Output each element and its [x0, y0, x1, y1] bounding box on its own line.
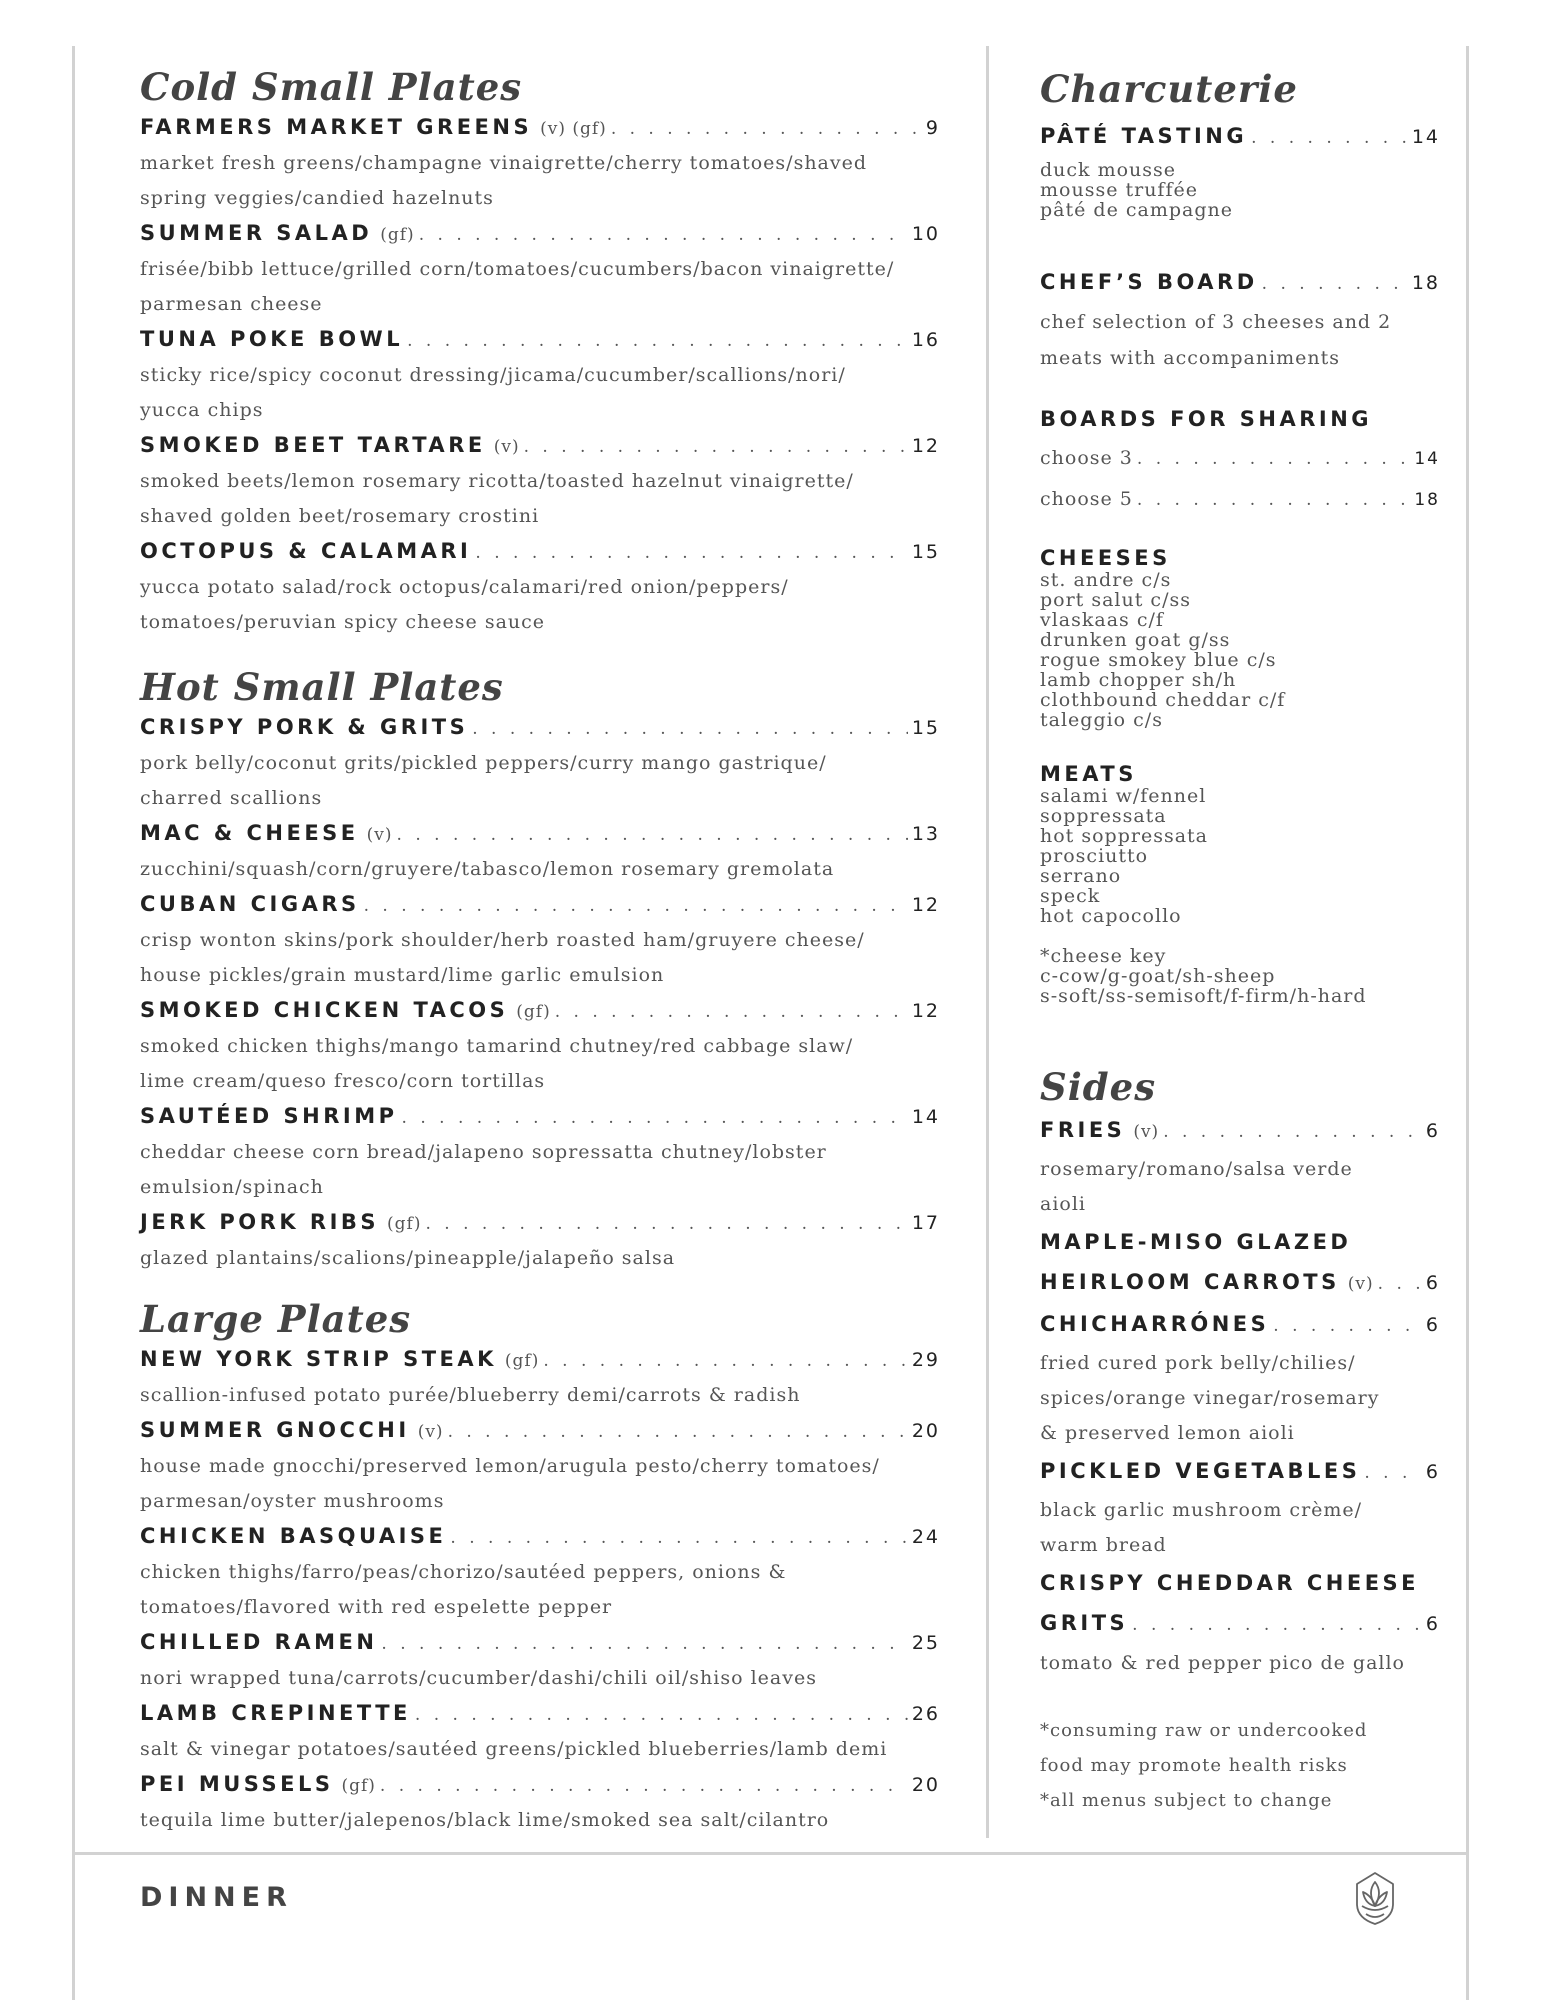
item-tag: (v)	[366, 825, 393, 845]
board-option	[1040, 438, 1440, 479]
item-name: CHILLED RAMEN	[140, 1630, 378, 1654]
dot-leader	[381, 1627, 907, 1661]
list-item: vlaskaas c/f	[1040, 609, 1164, 631]
item-price: 20	[911, 1420, 940, 1442]
list-item: speck	[1040, 885, 1101, 907]
item-price: 14	[1411, 126, 1440, 148]
menu-item-line	[140, 710, 940, 746]
item-description: sticky rice/spicy coconut dressing/jicama/cucumber/scallions/nori/	[140, 364, 846, 386]
item-description: smoked chicken thighs/mango tamarind chutney/red cabbage slaw/	[140, 1035, 854, 1057]
left-border	[72, 46, 75, 2000]
desc-line: black garlic mushroom crème/	[1040, 1499, 1363, 1521]
item-price: 14	[911, 1106, 940, 1128]
desc-line: warm bread	[1040, 1534, 1167, 1556]
item-tag: (gf)	[516, 1002, 551, 1022]
menu-item-line	[140, 534, 940, 570]
pickled-desc	[1040, 1493, 1440, 1563]
item-price: 17	[911, 1212, 940, 1234]
item-description: pork belly/coconut grits/pickled peppers/curry mango gastrique/	[140, 752, 827, 774]
note-line: *all menus subject to change	[1040, 1790, 1333, 1811]
item-price: 18	[1411, 272, 1440, 294]
item-name: SUMMER GNOCCHI	[140, 1418, 410, 1442]
dot-leader	[448, 1415, 908, 1449]
menu-item-line	[140, 110, 940, 146]
item-price: 6	[1425, 1461, 1440, 1483]
list-item: salami w/fennel	[1040, 785, 1207, 807]
menu-item-line	[140, 1625, 940, 1661]
item-name: CHICHARRÓNES	[1040, 1312, 1270, 1336]
item-description: house pickles/grain mustard/lime garlic emulsion	[140, 964, 665, 986]
item-description: crisp wonton skins/pork shoulder/herb roasted ham/gruyere cheese/	[140, 929, 865, 951]
list-item: rogue smokey blue c/s	[1040, 649, 1277, 671]
menu-item-line	[140, 993, 940, 1029]
item-name: FRIES	[1040, 1118, 1126, 1142]
item-description: salt & vinegar potatoes/sautéed greens/pickled blueberries/lamb demi	[140, 1738, 888, 1760]
dot-leader	[1137, 480, 1410, 520]
list-item: pâté de campagne	[1040, 199, 1233, 221]
item-tag: (gf)	[504, 1351, 540, 1371]
menu-item-line	[140, 1413, 940, 1449]
menu-item-line	[140, 216, 940, 252]
item-tag: (v)	[493, 437, 520, 457]
item-description: tomatoes/flavored with red espelette pepper	[140, 1596, 613, 1618]
list-item: serrano	[1040, 865, 1122, 887]
item-name: SMOKED BEET TARTARE	[140, 433, 486, 457]
item-price: 6	[1425, 1613, 1440, 1635]
menu-item-line	[140, 887, 940, 923]
large-items	[140, 1342, 940, 1838]
dot-leader	[419, 218, 908, 252]
dot-leader	[543, 1344, 907, 1378]
section-title-cold: Cold Small Plates	[140, 65, 523, 109]
item-name: FARMERS MARKET GREENS	[140, 115, 533, 139]
item-price: 12	[911, 435, 940, 457]
item-tag: (v) (gf)	[540, 119, 607, 139]
item-price: 15	[911, 717, 940, 739]
item-tag: (gf)	[341, 1776, 376, 1796]
pate-list	[1040, 160, 1440, 220]
grits-desc	[1040, 1645, 1440, 1681]
item-name: OCTOPUS & CALAMARI	[140, 539, 472, 563]
item-price: 24	[911, 1526, 940, 1548]
list-item: duck mousse	[1040, 159, 1177, 181]
right-column	[1040, 62, 1440, 1818]
dot-leader	[1163, 1112, 1422, 1152]
dot-leader	[1378, 1264, 1422, 1304]
item-price: 12	[911, 1000, 940, 1022]
item-price: 10	[911, 223, 940, 245]
item-description: chicken thighs/farro/peas/chorizo/sautéed peppers, onions &	[140, 1561, 787, 1583]
item-price: 20	[911, 1774, 940, 1796]
desc-line: chef selection of 3 cheeses and 2	[1040, 311, 1392, 333]
list-item: mousse truffée	[1040, 179, 1198, 201]
item-price: 15	[911, 541, 940, 563]
menu-item-line	[140, 1342, 940, 1378]
desc-line: fried cured pork belly/chilies/	[1040, 1352, 1356, 1374]
key-line: *cheese key	[1040, 945, 1167, 967]
dot-leader	[1364, 1453, 1422, 1493]
fries-line	[1040, 1110, 1440, 1152]
cheeses-heading: CHEESES	[1040, 546, 1171, 570]
item-price: 29	[911, 1349, 940, 1371]
dot-leader	[555, 995, 908, 1029]
dot-leader	[1137, 439, 1410, 479]
note-line: *consuming raw or undercooked	[1040, 1720, 1368, 1741]
item-name: CRISPY PORK & GRITS	[140, 715, 469, 739]
item-name: PÂTÉ TASTING	[1040, 124, 1248, 148]
item-description: smoked beets/lemon rosemary ricotta/toasted hazelnut vinaigrette/	[140, 470, 854, 492]
fries-desc	[1040, 1152, 1440, 1222]
menu-item-line	[140, 1519, 940, 1555]
right-border	[1466, 46, 1469, 2000]
item-description: charred scallions	[140, 787, 323, 809]
item-price: 26	[911, 1703, 940, 1725]
menu-item-line	[140, 322, 940, 358]
item-name: LAMB CREPINETTE	[140, 1701, 411, 1725]
item-description: frisée/bibb lettuce/grilled corn/tomatoes/cucumbers/bacon vinaigrette/	[140, 258, 895, 280]
menu-item-line	[140, 428, 940, 464]
dot-leader	[611, 112, 922, 146]
desc-line: spices/orange vinegar/rosemary	[1040, 1387, 1380, 1409]
desc-line: rosemary/romano/salsa verde	[1040, 1158, 1353, 1180]
dot-leader	[472, 712, 908, 746]
item-price: 13	[911, 823, 940, 845]
dot-leader	[415, 1698, 908, 1732]
section-title-large: Large Plates	[140, 1297, 412, 1341]
chefs-board-line	[1040, 262, 1440, 304]
dot-leader	[450, 1521, 907, 1555]
item-price: 6	[1425, 1314, 1440, 1336]
section-title-hot: Hot Small Plates	[140, 665, 504, 709]
meats-heading: MEATS	[1040, 762, 1137, 786]
pickled-line	[1040, 1451, 1440, 1493]
item-name: MAPLE-MISO GLAZED	[1040, 1230, 1352, 1254]
list-item: hot soppressata	[1040, 825, 1208, 847]
list-item: st. andre c/s	[1040, 569, 1172, 591]
dot-leader	[1273, 1306, 1422, 1346]
item-name: SUMMER SALAD	[140, 221, 373, 245]
dot-leader	[475, 536, 907, 570]
lotus-crest-icon	[1350, 1870, 1400, 1926]
key-line: c-cow/g-goat/sh-sheep	[1040, 965, 1276, 987]
item-price: 16	[911, 329, 940, 351]
chicharrones-line	[1040, 1304, 1440, 1346]
grits-line-1	[1040, 1563, 1440, 1603]
item-description: nori wrapped tuna/carrots/cucumber/dashi/chili oil/shiso leaves	[140, 1667, 817, 1689]
menu-item-line	[140, 1767, 940, 1803]
item-description: shaved golden beet/rosemary crostini	[140, 505, 540, 527]
item-description: emulsion/spinach	[140, 1176, 324, 1198]
menu-item-line	[140, 1205, 940, 1241]
hot-items	[140, 710, 940, 1276]
item-description: tequila lime butter/jalepenos/black lime/smoked sea salt/cilantro	[140, 1809, 830, 1831]
item-description: parmesan cheese	[140, 293, 323, 315]
carrots-line-1	[1040, 1222, 1440, 1262]
list-item: drunken goat g/ss	[1040, 629, 1231, 651]
list-item: clothbound cheddar c/f	[1040, 689, 1286, 711]
grits-line-2	[1040, 1603, 1440, 1645]
desc-line: & preserved lemon aioli	[1040, 1422, 1295, 1444]
item-description: yucca chips	[140, 399, 264, 421]
section-title-charcuterie: Charcuterie	[1040, 67, 1298, 111]
desc-line: tomato & red pepper pico de gallo	[1040, 1652, 1405, 1674]
cheese-key	[1040, 946, 1440, 1006]
item-description: scallion-infused potato purée/blueberry demi/carrots & radish	[140, 1384, 801, 1406]
list-item: port salut c/ss	[1040, 589, 1191, 611]
option-label: choose 5	[1040, 488, 1133, 510]
dot-leader	[402, 1101, 908, 1135]
menu-item-line	[140, 1696, 940, 1732]
footer-rule	[72, 1852, 1469, 1855]
item-name: SAUTÉED SHRIMP	[140, 1104, 398, 1128]
dot-leader	[1251, 118, 1408, 158]
column-divider	[986, 46, 989, 1838]
item-name: CHEF’S BOARD	[1040, 270, 1258, 294]
item-price: 12	[911, 894, 940, 916]
item-name: JERK PORK RIBS	[140, 1210, 380, 1234]
menu-item-line	[140, 816, 940, 852]
item-tag: (gf)	[380, 225, 415, 245]
board-option	[1040, 479, 1440, 520]
left-column	[140, 62, 940, 1838]
item-price: 25	[911, 1632, 940, 1654]
dot-leader	[364, 889, 908, 923]
chicharrones-desc	[1040, 1346, 1440, 1451]
item-description: zucchini/squash/corn/gruyere/tabasco/lemon rosemary gremolata	[140, 858, 835, 880]
dot-leader	[397, 818, 908, 852]
list-item: lamb chopper sh/h	[1040, 669, 1237, 691]
item-name: TUNA POKE BOWL	[140, 327, 404, 351]
item-name: SMOKED CHICKEN TACOS	[140, 998, 509, 1022]
dot-leader	[407, 324, 908, 358]
option-price: 14	[1414, 449, 1440, 469]
list-item: hot capocollo	[1040, 905, 1182, 927]
menu-item-line	[140, 1099, 940, 1135]
item-name: PICKLED VEGETABLES	[1040, 1459, 1361, 1483]
dot-leader	[524, 430, 908, 464]
notes	[1040, 1713, 1440, 1818]
dot-leader	[1262, 264, 1408, 304]
boards-heading: BOARDS FOR SHARING	[1040, 407, 1373, 431]
item-tag: (gf)	[387, 1214, 422, 1234]
item-name: HEIRLOOM CARROTS	[1040, 1270, 1340, 1294]
item-description: spring veggies/candied hazelnuts	[140, 187, 494, 209]
item-description: tomatoes/peruvian spicy cheese sauce	[140, 611, 546, 633]
key-line: s-soft/ss-semisoft/f-firm/h-hard	[1040, 985, 1367, 1007]
list-item: soppressata	[1040, 805, 1167, 827]
list-item: prosciutto	[1040, 845, 1149, 867]
item-name: CUBAN CIGARS	[140, 892, 360, 916]
carrots-line-2	[1040, 1262, 1440, 1304]
item-description: lime cream/queso fresco/corn tortillas	[140, 1070, 546, 1092]
meat-list	[1040, 786, 1440, 926]
dot-leader	[1132, 1605, 1422, 1645]
item-price: 6	[1425, 1120, 1440, 1142]
item-description: house made gnocchi/preserved lemon/arugula pesto/cherry tomatoes/	[140, 1455, 880, 1477]
item-name: CHICKEN BASQUAISE	[140, 1524, 447, 1548]
item-price: 9	[925, 117, 940, 139]
item-description: market fresh greens/champagne vinaigrette/cherry tomatoes/shaved	[140, 152, 868, 174]
section-title-sides: Sides	[1040, 1065, 1157, 1109]
cold-items	[140, 110, 940, 640]
option-price: 18	[1414, 490, 1440, 510]
item-tag: (v)	[417, 1422, 444, 1442]
item-description: yucca potato salad/rock octopus/calamari/red onion/peppers/	[140, 576, 789, 598]
dot-leader	[425, 1207, 907, 1241]
list-item: taleggio c/s	[1040, 709, 1163, 731]
footer-label: DINNER	[140, 1882, 293, 1913]
dot-leader	[380, 1769, 908, 1803]
item-price: 6	[1425, 1272, 1440, 1294]
item-name: GRITS	[1040, 1611, 1129, 1635]
pate-tasting-line	[1040, 116, 1440, 158]
desc-line: aioli	[1040, 1193, 1086, 1215]
item-description: glazed plantains/scalions/pineapple/jalapeño salsa	[140, 1247, 676, 1269]
item-name: CRISPY CHEDDAR CHEESE	[1040, 1571, 1420, 1595]
item-name: MAC & CHEESE	[140, 821, 359, 845]
item-name: NEW YORK STRIP STEAK	[140, 1347, 497, 1371]
item-tag: (v)	[1347, 1274, 1374, 1294]
option-label: choose 3	[1040, 447, 1133, 469]
cheese-list	[1040, 570, 1440, 730]
item-tag: (v)	[1133, 1122, 1160, 1142]
item-description: parmesan/oyster mushrooms	[140, 1490, 445, 1512]
desc-line: meats with accompaniments	[1040, 347, 1341, 369]
chefs-board-desc	[1040, 304, 1440, 376]
note-line: food may promote health risks	[1040, 1755, 1348, 1776]
item-name: PEI MUSSELS	[140, 1772, 334, 1796]
item-description: cheddar cheese corn bread/jalapeno sopressatta chutney/lobster	[140, 1141, 827, 1163]
